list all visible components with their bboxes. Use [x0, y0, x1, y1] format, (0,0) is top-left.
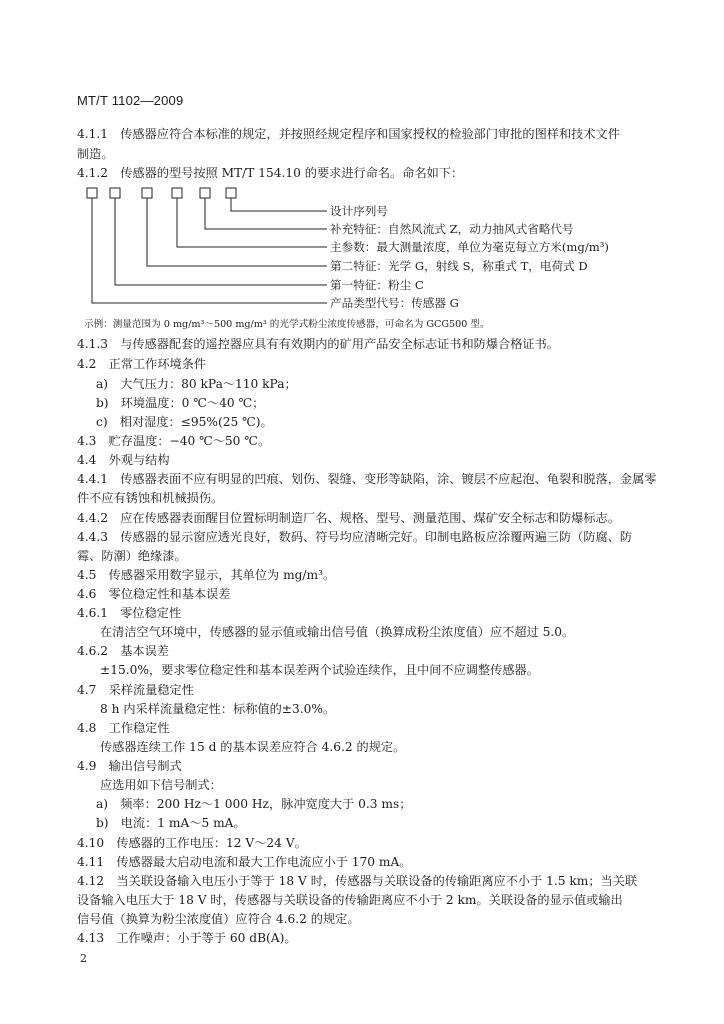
clause-4-1-2: 4.1.2 传感器的型号按照 MT/T 154.10 的要求进行命名。命名如下： — [77, 166, 464, 180]
clause-4-9-a: a) 频率：200 Hz～1 000 Hz，脉冲宽度大于 0.3 ms； — [96, 797, 412, 811]
clause-4-13: 4.13 工作噪声：小于等于 60 dB(A)。 — [77, 931, 297, 945]
clause-4-6-1-heading: 4.6.1 零位稳定性 — [77, 606, 182, 620]
clause-4-2-a: a) 大气压力：80 kPa～110 kPa； — [96, 377, 297, 391]
leader-main-parameter — [177, 198, 327, 247]
clause-4-1-3: 4.1.3 与传感器配套的遥控器应具有有效期内的矿用产品安全标志证书和防爆合格证书。 — [77, 337, 559, 351]
clause-4-3: 4.3 贮存温度：−40 ℃～50 ℃。 — [77, 434, 271, 448]
page-number: 2 — [80, 952, 87, 965]
naming-example: 示例：测量范围为 0 mg/m³～500 mg/m³ 的光学式粉尘浓度传感器，可命名为 GCG500 型。 — [84, 319, 490, 330]
label-second-feature: 第二特征：光学 G，射线 S，称重式 T，电荷式 D — [330, 259, 588, 273]
clause-4-4-1-line-2: 件不应有锈蚀和机械损伤。 — [77, 491, 224, 505]
clause-4-12-line-3: 信号值（换算为粉尘浓度值）应符合 4.6.2 的规定。 — [77, 912, 360, 926]
clause-4-10: 4.10 传感器的工作电压：12 V～24 V。 — [77, 836, 307, 850]
clause-4-2-c: c) 相对湿度：≤95%(25 ℃)。 — [96, 415, 273, 429]
clause-4-1-1-line-1: 4.1.1 传感器应符合本标准的规定，并按照经规定程序和国家授权的检验部门审批的图样和技术文件 — [77, 127, 620, 141]
clause-4-11: 4.11 传感器最大启动电流和最大工作电流应小于 170 mA。 — [77, 855, 412, 869]
standard-code-header: MT/T 1102—2009 — [77, 93, 184, 108]
label-supplementary-feature: 补充特征：自然风流式 Z，动力抽风式省略代号 — [330, 222, 574, 236]
clause-4-9-b: b) 电流：1 mA～5 mA。 — [96, 816, 246, 830]
code-box-1 — [87, 188, 97, 198]
clause-4-6-2-heading: 4.6.2 基本误差 — [77, 644, 169, 658]
leader-second-feature — [147, 198, 327, 266]
clause-4-2-b: b) 环境温度：0 ℃～40 ℃； — [96, 396, 265, 410]
leader-first-feature — [115, 198, 327, 285]
clause-4-4-1-line-1: 4.4.1 传感器表面不应有明显的凹痕、划伤、裂缝、变形等缺陷，涂、镀层不应起泡、龟裂和脱落，金属零 — [77, 472, 657, 486]
leader-supplementary-feature — [205, 198, 327, 229]
clause-4-9-heading: 4.9 输出信号制式 — [77, 759, 182, 773]
leader-design-series — [231, 198, 327, 211]
clause-4-4-2: 4.4.2 应在传感器表面醒目位置标明制造厂名、规格、型号、测量范围、煤矿安全标志和防爆标志。 — [77, 511, 620, 525]
code-box-2 — [110, 188, 120, 198]
clause-4-6-2-body: ±15.0%，要求零位稳定性和基本误差两个试验连续作，且中间不应调整传感器。 — [100, 663, 539, 677]
clause-4-5: 4.5 传感器采用数字显示，其单位为 mg/m³。 — [77, 568, 336, 582]
label-design-series: 设计序列号 — [330, 204, 388, 218]
clause-4-7-heading: 4.7 采样流量稳定性 — [77, 683, 194, 697]
code-box-3 — [142, 188, 152, 198]
code-box-4 — [172, 188, 182, 198]
clause-4-7-body: 8 h 内采样流量稳定性：标称值的±3.0%。 — [100, 702, 336, 716]
clause-4-6-heading: 4.6 零位稳定性和基本误差 — [77, 587, 231, 601]
clause-4-4-heading: 4.4 外观与结构 — [77, 453, 170, 467]
code-box-5 — [200, 188, 210, 198]
clause-4-8-body: 传感器连续工作 15 d 的基本误差应符合 4.6.2 的规定。 — [100, 740, 406, 754]
clause-4-12-line-1: 4.12 当关联设备输入电压小于等于 18 V 时，传感器与关联设备的传输距离应不小于 1.5 km；当关联 — [77, 874, 638, 888]
clause-4-4-3-line-1: 4.4.3 传感器的显示窗应透光良好，数码、符号均应清晰完好。印制电路板应涂覆两遍三防（防腐、防 — [77, 530, 633, 544]
clause-4-8-heading: 4.8 工作稳定性 — [77, 721, 170, 735]
clause-4-4-3-line-2: 霉、防潮）绝缘漆。 — [77, 549, 187, 563]
label-product-type: 产品类型代号：传感器 G — [330, 296, 459, 310]
clause-4-12-line-2: 设备输入电压大于 18 V 时，传感器与关联设备的传输距离应不小于 2 km。关联设备的显示值或输出 — [77, 893, 623, 907]
label-first-feature: 第一特征：粉尘 C — [330, 278, 424, 292]
clause-4-9-intro: 应选用如下信号制式： — [100, 778, 222, 792]
clause-4-6-1-body: 在清洁空气环境中，传感器的显示值或输出信号值（换算成粉尘浓度值）应不超过 5.0。 — [100, 625, 575, 639]
clause-4-2-heading: 4.2 正常工作环境条件 — [77, 357, 207, 371]
clause-4-1-1-line-2: 制造。 — [77, 147, 114, 161]
leader-product-type — [92, 198, 327, 303]
label-main-parameter: 主参数：最大测量浓度，单位为毫克每立方米(mg/m³) — [330, 240, 609, 254]
code-box-6 — [226, 188, 236, 198]
